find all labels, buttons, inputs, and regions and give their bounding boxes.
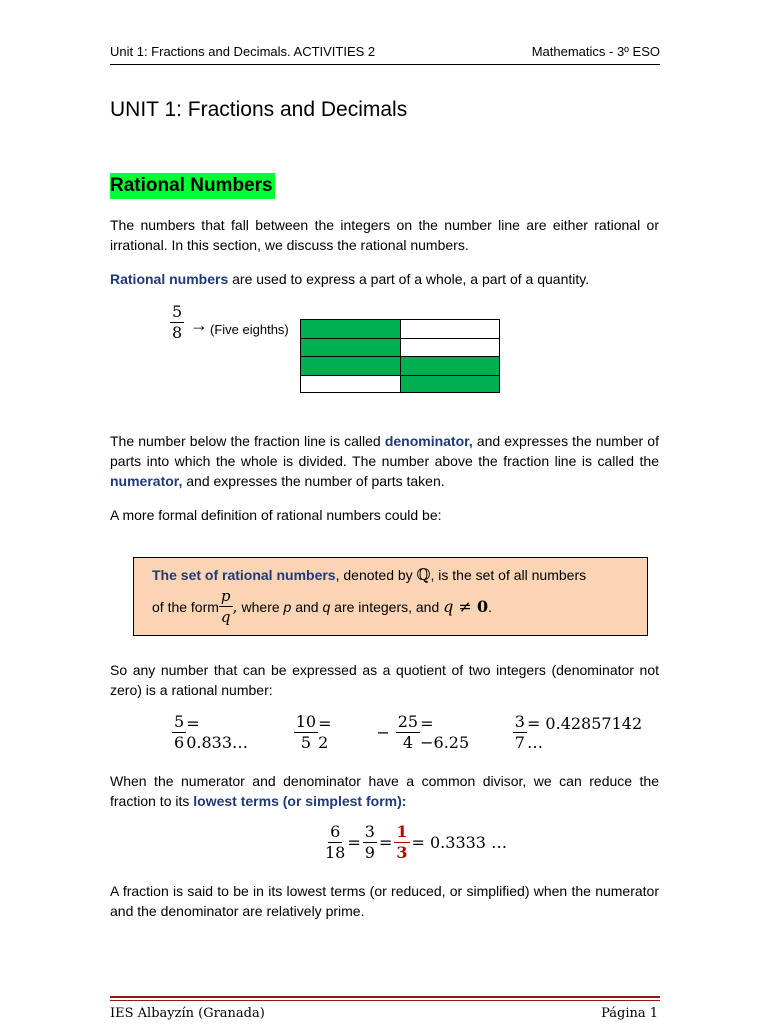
lowest-terms-paragraph: A fraction is said to be in its lowest terms (or reduced, or simplified) when the numerator and the denominator are relatively prime. [110,883,659,919]
term-numerator: numerator, [110,473,183,489]
term-denominator: denominator, [384,433,473,449]
formal-definition-intro: A more formal definition of rational numbers could be: [110,507,442,523]
rational-definition-paragraph [110,269,659,289]
fraction-numerator: 5 [172,302,183,321]
p2-text: are used to express a part of a whole, a part of a quantity. [228,271,590,287]
term-set-rational: The set of rational numbers [152,567,336,583]
numerator-denominator-paragraph: The number below the fraction line is called denominator, and expresses the number of parts into which the whole is divided. The number above the fraction line is called the numerator, and expresses the number of parts taken. [110,433,659,489]
example-4: $\frac{3}{7}$ = 0.42857142 … [514,712,643,752]
example-1: $\frac{5}{6}$ = 0.833… [174,712,248,752]
intro-paragraph: The numbers that fall between the integers on the number line are either rational or irrational. In this section, we discuss the rational numbers. [110,217,659,253]
definition-box [133,557,648,636]
quotient-paragraph: So any number that can be expressed as a quotient of two integers (denominator not zero) is a rational number: [110,662,659,698]
examples-row [172,713,662,752]
footer-rule-thin [110,1000,660,1001]
footer-page-number: Página 1 [601,1006,658,1021]
grid-cell [400,319,500,339]
fraction-caption: (Five eighths) [210,322,289,337]
grid-cell [300,356,401,376]
simplest-fraction: $\frac{1}{3}$ [396,822,408,862]
grid-cell [400,356,500,376]
rational-set-symbol: ℚ [416,565,431,584]
definition-line-2: of the form $\frac{p}{q}$ , where p and q are integers, and q ≠ 0 . [152,587,492,626]
grid-cell [300,319,401,339]
grid-cell [400,338,500,358]
term-lowest-terms: lowest terms (or simplest form): [193,793,407,809]
reduction-equation: $\frac{6}{18}$ = $\frac{3}{9}$ = $\frac{1}{3}$ = 0.3333 … [325,822,508,862]
grid-cell [300,338,401,358]
footer-rule [110,996,660,998]
header-left: Unit 1: Fractions and Decimals. ACTIVITIES 2 [110,44,376,59]
fraction-five-eighths [170,303,184,342]
grid-cell [400,375,500,394]
example-2: $\frac{10}{5}$ = 2 [295,712,332,752]
common-divisor-paragraph: When the numerator and denominator have a common divisor, we can reduce the fraction to its lowest terms (or simplest form): [110,773,659,809]
example-3: − $\frac{25}{4}$ = −6.25 [376,712,470,752]
arrow-icon: → [190,315,208,335]
fraction-denominator: 8 [172,323,183,342]
grid-cell [300,375,401,394]
term-rational-numbers: Rational numbers [110,271,229,287]
definition-line-1: The set of rational numbers, denoted by ℚ, is the set of all numbers [152,565,587,584]
section-heading: Rational Numbers [110,173,275,199]
footer-left: IES Albayzín (Granada) [110,1006,265,1021]
p-over-q: $\frac{p}{q}$ [220,587,231,626]
header-rule [110,64,660,65]
fraction-grid [300,319,500,393]
header-right: Mathematics - 3º ESO [531,44,660,59]
page-title: UNIT 1: Fractions and Decimals [110,98,408,121]
